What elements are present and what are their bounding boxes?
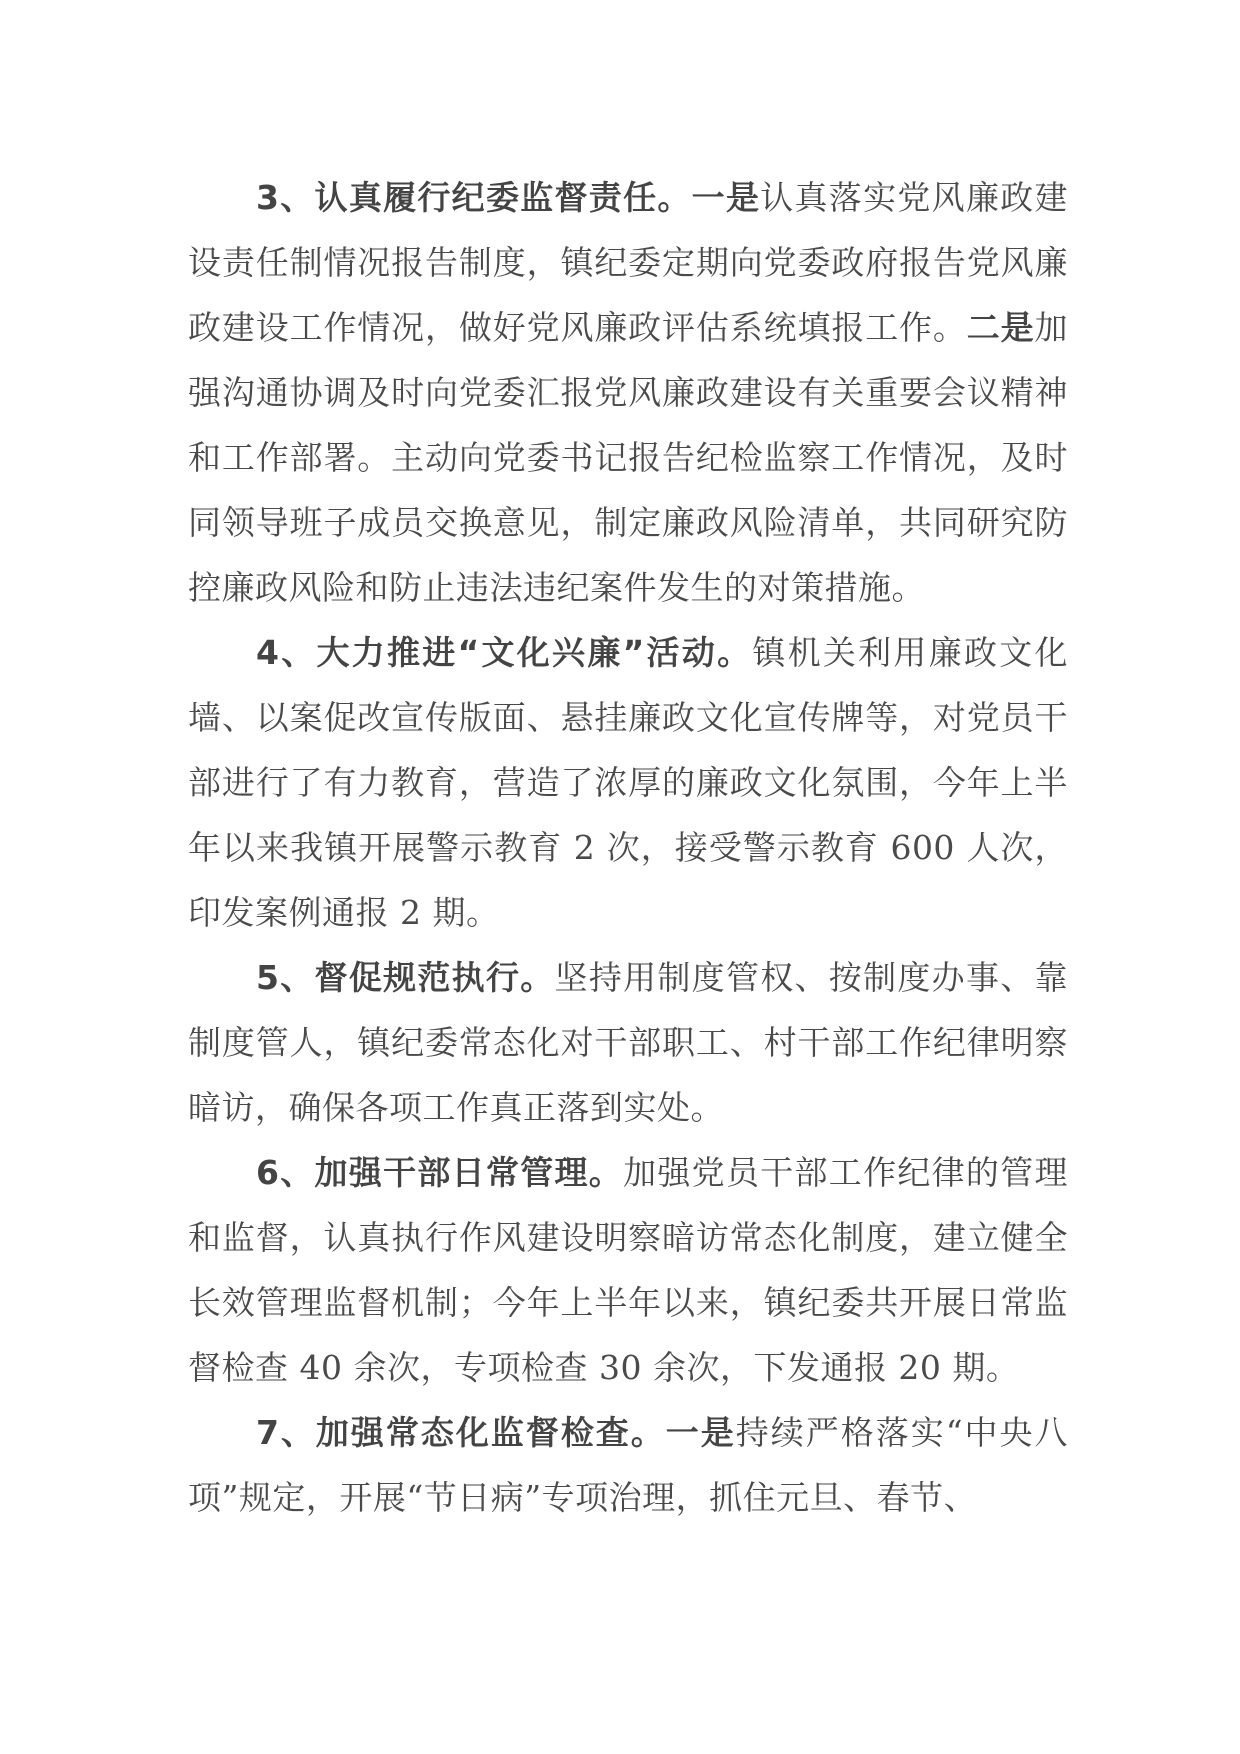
paragraph-text: 认真落实党风廉政建设责任制情况报告制度，镇纪委定期向党委政府报告党风廉政建设工作情况，做好党风廉政评估系统填报工作。 xyxy=(188,178,1069,347)
keyword-first: 一是 xyxy=(691,178,761,217)
paragraph-heading: 5、督促规范执行。 xyxy=(256,958,555,997)
keyword-first: 一是 xyxy=(665,1413,736,1452)
paragraph-heading: 4、大力推进“文化兴廉”活动。 xyxy=(256,633,753,672)
paragraph-item-3 xyxy=(188,165,1068,620)
keyword-second: 二是 xyxy=(966,308,1035,347)
paragraph-heading: 3、认真履行纪委监督责任。 xyxy=(256,178,692,217)
paragraph-item-4 xyxy=(188,620,1068,945)
paragraph-text: 坚持用制度管权、按制度办事、靠制度管人，镇纪委常态化对干部职工、村干部工作纪律明察暗访，确保各项工作真正落到实处。 xyxy=(188,958,1069,1127)
paragraph-text: 镇机关利用廉政文化墙、以案促改宣传版面、悬挂廉政文化宣传牌等，对党员干部进行了有力教育，营造了浓厚的廉政文化氛围，今年上半年以来我镇开展警示教育 2 次，接受警示教育 600 人次，印发案例通报 2 期。 xyxy=(188,633,1069,932)
paragraph-heading: 7、加强常态化监督检查。 xyxy=(256,1413,666,1452)
document-body xyxy=(188,165,1068,1530)
paragraph-item-5 xyxy=(188,945,1068,1140)
paragraph-text: 加强党员干部工作纪律的管理和监督，认真执行作风建设明察暗访常态化制度，建立健全长效管理监督机制；今年上半年以来，镇纪委共开展日常监督检查 40 余次，专项检查 30 余次，下发通报 20 期。 xyxy=(188,1153,1069,1387)
paragraph-item-6 xyxy=(188,1140,1068,1400)
paragraph-text: 持续严格落实“中央八项”规定，开展“节日病”专项治理，抓住元旦、春节、 xyxy=(188,1413,1069,1517)
paragraph-text: 加强沟通协调及时向党委汇报党风廉政建设有关重要会议精神和工作部署。主动向党委书记报告纪检监察工作情况，及时同领导班子成员交换意见，制定廉政风险清单，共同研究防控廉政风险和防止违法违纪案件发生的对策措施。 xyxy=(188,308,1069,607)
paragraph-heading: 6、加强干部日常管理。 xyxy=(256,1153,624,1192)
paragraph-item-7 xyxy=(188,1400,1068,1530)
